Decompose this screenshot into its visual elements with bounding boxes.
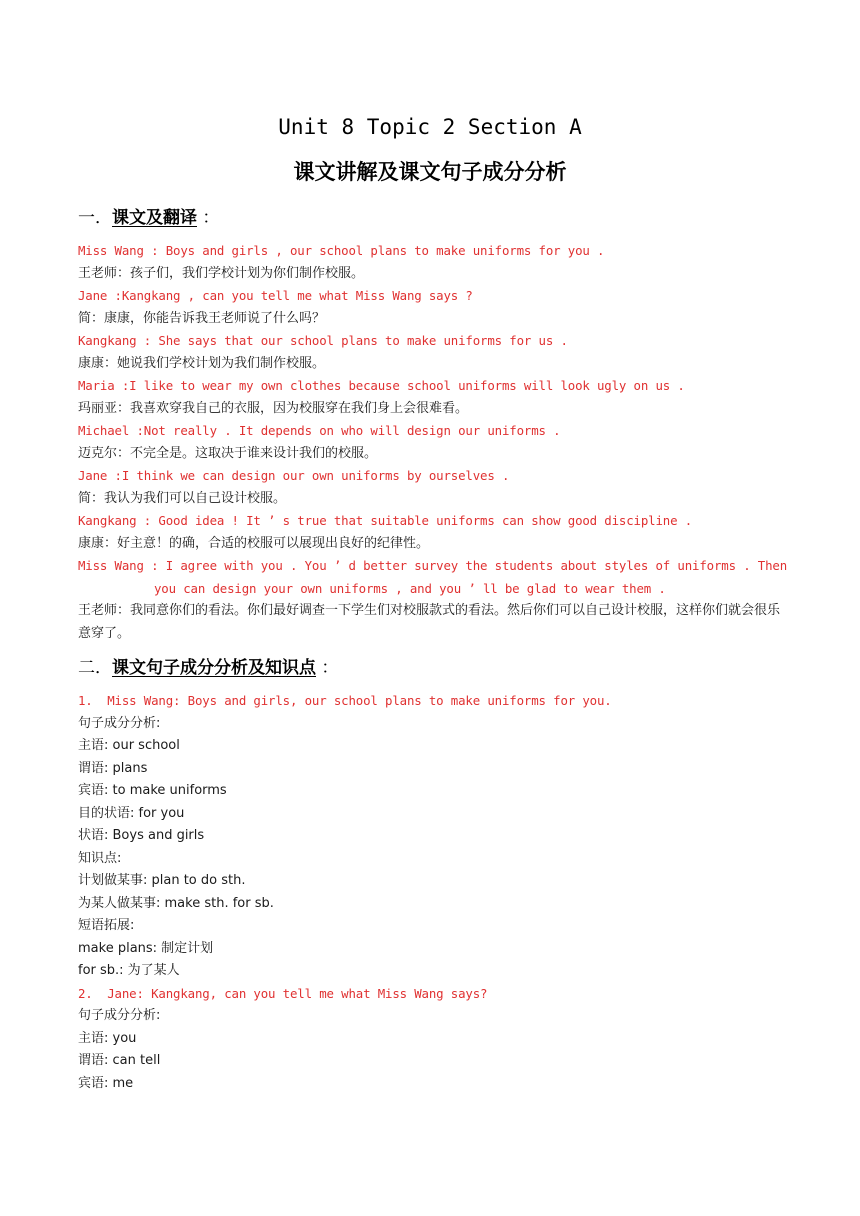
document-title: Unit 8 Topic 2 Section A (278, 115, 582, 139)
section-1-colon: ： (197, 208, 220, 228)
analysis-line: 主语: our school (78, 738, 180, 753)
analysis-line: 状语: Boys and girls (78, 828, 205, 843)
analysis-sentence: 2. Jane: Kangkang, can you tell me what Miss Wang says? (78, 985, 488, 1001)
dialogue-line-en: Kangkang : Good idea ! It ’ s true that suitable uniforms can show good discipline . (78, 513, 693, 528)
section-1-label: 课文及翻译 (112, 208, 197, 228)
dialogue-line-zh: 康康：好主意！的确，合适的校服可以展现出良好的纪律性。 (78, 535, 430, 551)
analysis-line: 短语拓展: (78, 918, 135, 933)
section-1-heading (78, 206, 219, 230)
dialogue-line-en: Michael :Not really . It depends on who will design our uniforms . (78, 423, 561, 438)
dialogue-line-zh: 简：我认为我们可以自己设计校服。 (78, 490, 287, 506)
analysis-line: 谓语: can tell (78, 1053, 161, 1068)
section-2-label: 课文句子成分分析及知识点 (112, 658, 316, 678)
dialogue-block (78, 240, 790, 645)
dialogue-line-zh: 迈克尔：不完全是。这取决于谁来设计我们的校服。 (78, 445, 378, 461)
analysis-line: 句子成分分析: (78, 715, 161, 731)
section-2-colon: ： (316, 658, 339, 678)
section-2-heading (78, 656, 338, 680)
section-2-number: 二． (78, 658, 112, 678)
analysis-line: 宾语: me (78, 1075, 134, 1091)
analysis-line: 句子成分分析: (78, 1008, 161, 1023)
section-1-number: 一． (78, 208, 112, 228)
analysis-line: 宾语: to make uniforms (78, 783, 227, 798)
analysis-line: 计划做某事: plan to do sth. (78, 873, 246, 888)
document-subtitle: 课文讲解及课文句子成分分析 (293, 160, 567, 184)
analysis-line: make plans: 制定计划 (78, 940, 214, 956)
dialogue-line-zh: 王老师：我同意你们的看法。你们最好调查一下学生们对校服款式的看法。然后你们可以自己设计校服，这样你们就会很乐意穿了。 (78, 603, 781, 641)
analysis-block (78, 690, 790, 1095)
dialogue-line-en: Jane :I think we can design our own uniforms by ourselves . (78, 468, 510, 483)
dialogue-line-zh: 康康：她说我们学校计划为我们制作校服。 (78, 355, 326, 371)
analysis-line: for sb.: 为了某人 (78, 963, 180, 978)
dialogue-line-en: Kangkang : She says that our school plans to make uniforms for us . (78, 333, 568, 348)
dialogue-line-en: Maria :I like to wear my own clothes because school uniforms will look ugly on us . (78, 378, 685, 393)
dialogue-line-zh: 简：康康，你能告诉我王老师说了什么吗？ (78, 310, 326, 326)
dialogue-line-en: Miss Wang : I agree with you . You ’ d better survey the students about styles of uniforms . Then (78, 558, 788, 573)
dialogue-line-en: Jane :Kangkang , can you tell me what Miss Wang says ? (78, 288, 473, 303)
analysis-line: 目的状语: for you (78, 805, 185, 821)
analysis-sentence: 1. Miss Wang: Boys and girls, our school plans to make uniforms for you. (78, 693, 612, 708)
analysis-line: 主语: you (78, 1030, 137, 1046)
dialogue-line-en: Miss Wang : Boys and girls , our school plans to make uniforms for you . (78, 243, 605, 258)
analysis-line: 谓语: plans (78, 760, 148, 776)
dialogue-line-en-continued: you can design your own uniforms , and you ’ ll be glad to wear them . (154, 580, 666, 596)
dialogue-line-zh: 玛丽亚：我喜欢穿我自己的衣服，因为校服穿在我们身上会很难看。 (78, 400, 469, 416)
analysis-line: 为某人做某事: make sth. for sb. (78, 895, 274, 911)
dialogue-line-zh: 王老师：孩子们，我们学校计划为你们制作校服。 (78, 265, 365, 281)
analysis-line: 知识点: (78, 850, 122, 866)
